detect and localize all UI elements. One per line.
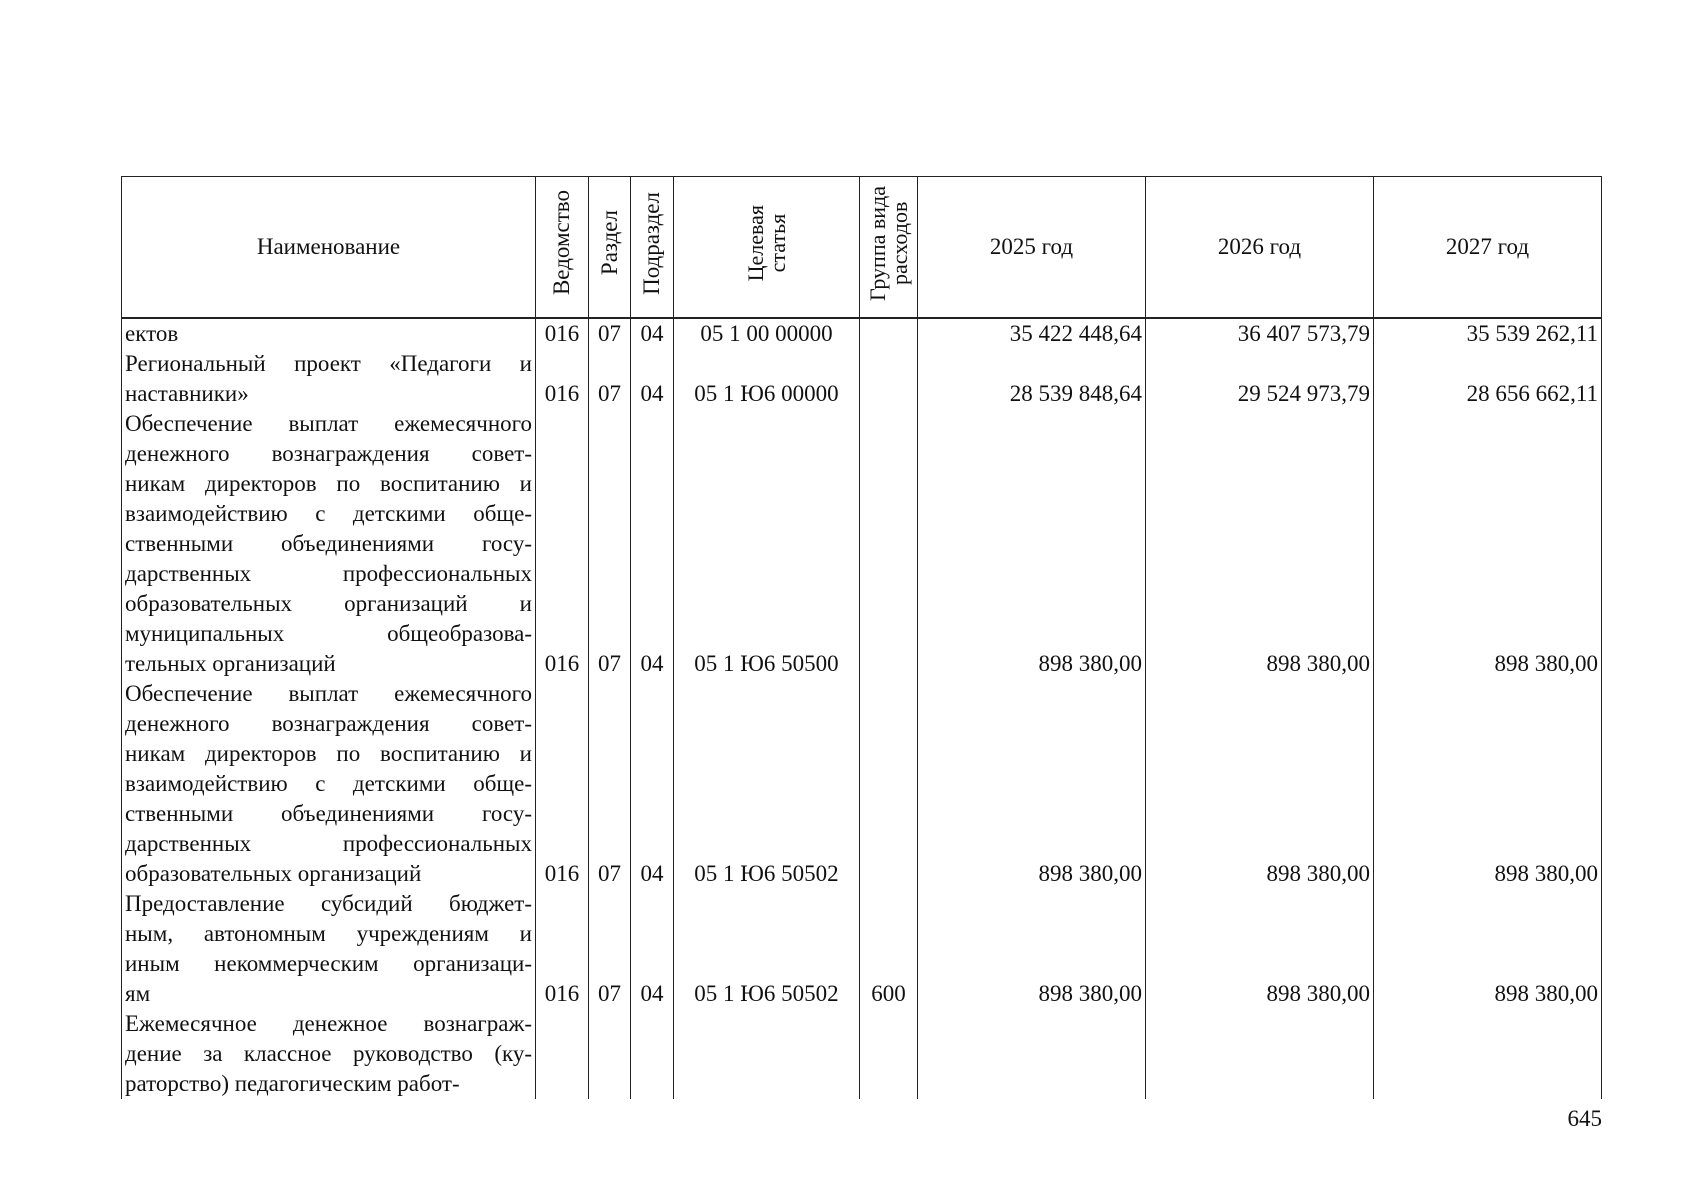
name-line: денежного вознаграждения совет- [125, 711, 532, 736]
name-line: взаимодействию с детскими обще- [125, 771, 532, 796]
cell-target-article: 05 1 Ю6 50500 [674, 409, 860, 679]
name-line: ственными объединениями госу- [125, 801, 532, 826]
cell-department: 016 [536, 679, 589, 889]
table-row [122, 679, 1602, 889]
header-subsection: Подраздел [631, 177, 674, 319]
name-line: ным, автономным учреждениям и [125, 921, 532, 946]
name-line: дарственных профессиональных [125, 561, 532, 586]
cell-2025: 898 380,00 [918, 409, 1146, 679]
cell-expense-group [860, 1009, 918, 1099]
cell-department: 016 [536, 889, 589, 1009]
table-row [122, 889, 1602, 1009]
name-line: тельных организаций [125, 651, 336, 676]
cell-expense-group [860, 349, 918, 409]
cell-2027: 35 539 262,11 [1374, 318, 1602, 349]
name-line: Обеспечение выплат ежемесячного [125, 681, 532, 706]
cell-section: 07 [589, 409, 631, 679]
budget-table [121, 176, 1602, 1099]
table-body [122, 318, 1602, 1099]
cell-section: 07 [589, 889, 631, 1009]
name-line: дение за классное руководство (ку- [125, 1041, 532, 1066]
name-line: иным некоммерческим организаци- [125, 951, 532, 976]
cell-expense-group [860, 679, 918, 889]
cell-2025 [918, 1009, 1146, 1099]
cell-2026 [1146, 1009, 1374, 1099]
name-line: никам директоров по воспитанию и [125, 471, 532, 496]
cell-target-article: 05 1 Ю6 50502 [674, 679, 860, 889]
header-name: Наименование [122, 177, 536, 319]
cell-section [589, 1009, 631, 1099]
cell-target-article: 05 1 Ю6 00000 [674, 349, 860, 409]
name-line: денежного вознаграждения совет- [125, 441, 532, 466]
cell-2027: 898 380,00 [1374, 889, 1602, 1009]
cell-2027: 898 380,00 [1374, 679, 1602, 889]
cell-2026: 898 380,00 [1146, 889, 1374, 1009]
cell-section: 07 [589, 318, 631, 349]
header-expense-group: Группа вида расходов [860, 177, 918, 319]
header-2026: 2026 год [1146, 177, 1374, 319]
cell-target-article: 05 1 Ю6 50502 [674, 889, 860, 1009]
table-row [122, 409, 1602, 679]
cell-section: 07 [589, 679, 631, 889]
cell-department: 016 [536, 349, 589, 409]
name-line: раторство) педагогическим работ- [125, 1071, 460, 1096]
cell-expense-group [860, 318, 918, 349]
cell-department: 016 [536, 318, 589, 349]
cell-2025: 35 422 448,64 [918, 318, 1146, 349]
table-row [122, 1009, 1602, 1099]
table-row [122, 349, 1602, 409]
cell-2026: 29 524 973,79 [1146, 349, 1374, 409]
cell-name [122, 409, 536, 679]
cell-expense-group: 600 [860, 889, 918, 1009]
cell-2026: 36 407 573,79 [1146, 318, 1374, 349]
table-header-row [122, 177, 1602, 319]
cell-2027: 28 656 662,11 [1374, 349, 1602, 409]
cell-name [122, 349, 536, 409]
cell-subsection: 04 [631, 409, 674, 679]
cell-name [122, 889, 536, 1009]
name-line: ственными объединениями госу- [125, 531, 532, 556]
cell-department [536, 1009, 589, 1099]
cell-subsection: 04 [631, 679, 674, 889]
name-line: образовательных организаций [125, 861, 422, 886]
cell-2026: 898 380,00 [1146, 409, 1374, 679]
header-2025: 2025 год [918, 177, 1146, 319]
cell-expense-group [860, 409, 918, 679]
name-line: Региональный проект «Педагоги и [125, 351, 532, 376]
name-line: Ежемесячное денежное вознаграж- [125, 1011, 532, 1036]
name-line: наставники» [125, 381, 249, 406]
cell-subsection: 04 [631, 318, 674, 349]
cell-section: 07 [589, 349, 631, 409]
cell-2025: 28 539 848,64 [918, 349, 1146, 409]
name-line: ектов [125, 321, 179, 346]
name-line: никам директоров по воспитанию и [125, 741, 532, 766]
cell-subsection: 04 [631, 349, 674, 409]
cell-2026: 898 380,00 [1146, 679, 1374, 889]
name-line: ям [125, 981, 151, 1006]
cell-2025: 898 380,00 [918, 889, 1146, 1009]
cell-subsection [631, 1009, 674, 1099]
table-row [122, 318, 1602, 349]
name-line: муниципальных общеобразова- [125, 621, 532, 646]
cell-2027 [1374, 1009, 1602, 1099]
name-line: дарственных профессиональных [125, 831, 532, 856]
header-target-article: Целевая статья [674, 177, 860, 319]
name-line: Предоставление субсидий бюджет- [125, 891, 532, 916]
header-section: Раздел [589, 177, 631, 319]
header-2027: 2027 год [1374, 177, 1602, 319]
cell-2025: 898 380,00 [918, 679, 1146, 889]
cell-name [122, 1009, 536, 1099]
cell-subsection: 04 [631, 889, 674, 1009]
cell-name [122, 679, 536, 889]
cell-2027: 898 380,00 [1374, 409, 1602, 679]
cell-target-article [674, 1009, 860, 1099]
page-number: 645 [1567, 1106, 1602, 1131]
cell-department: 016 [536, 409, 589, 679]
name-line: Обеспечение выплат ежемесячного [125, 411, 532, 436]
name-line: образовательных организаций и [125, 591, 532, 616]
name-line: взаимодействию с детскими обще- [125, 501, 532, 526]
cell-target-article: 05 1 00 00000 [674, 318, 860, 349]
header-department: Ведомство [536, 177, 589, 319]
cell-name [122, 318, 536, 349]
